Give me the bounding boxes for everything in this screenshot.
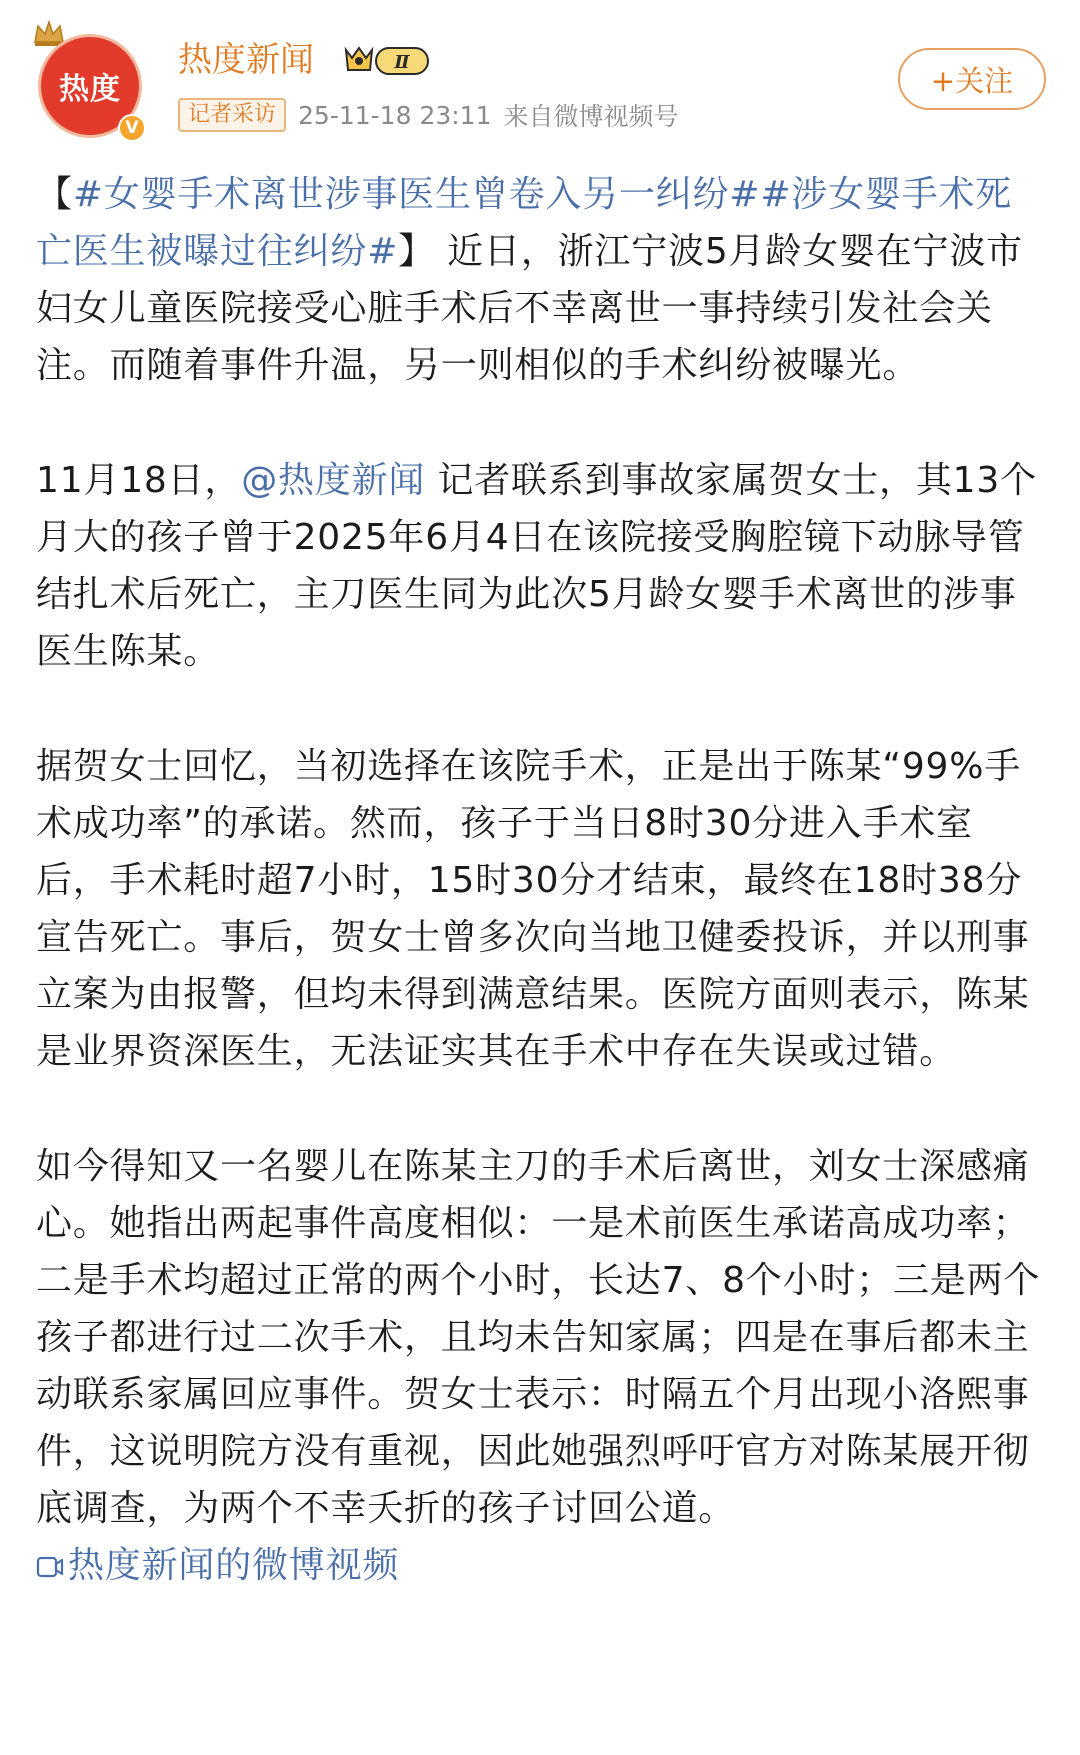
post-body: [36, 166, 1046, 1652]
paragraph-2-before: 11月18日，: [36, 460, 242, 501]
video-link[interactable]: [36, 1545, 399, 1586]
hashtag-link-1[interactable]: #女婴手术离世涉事医生曾卷入另一纠纷#: [72, 174, 761, 215]
account-name[interactable]: 热度新闻: [178, 40, 314, 80]
paragraph-2-after: 记者联系到事故家属贺女士，其13个月大的孩子曾于2025年6月4日在该院接受胸腔镜下动脉导管结扎术后死亡，主刀医生同为此次5月龄女婴手术离世的涉事医生陈某。: [36, 460, 1037, 672]
avatar[interactable]: [30, 18, 158, 146]
topic-bracket-close: 】: [398, 231, 435, 272]
level-badge-text: Ⅱ: [394, 52, 410, 73]
reporter-tag: 记者采访: [178, 98, 286, 132]
post-header: [0, 0, 1080, 160]
paragraph-1-text: 近日，浙江宁波5月龄女婴在宁波市妇女儿童医院接受心脏手术后不幸离世一事持续引发社会关注。而随着事件升温，另一则相似的手术纠纷被曝光。: [36, 231, 1023, 386]
hashtag-link-2[interactable]: #涉女婴手术死亡医生被曝过往纠纷#: [36, 174, 1013, 272]
mention-link[interactable]: @热度新闻: [241, 460, 426, 501]
post-source[interactable]: 来自微博视频号: [503, 102, 679, 131]
video-play-icon: [36, 1555, 64, 1579]
paragraph-1: [36, 166, 1046, 394]
follow-button[interactable]: +关注: [898, 48, 1046, 110]
verified-v-icon: V: [118, 114, 146, 142]
post-meta: [178, 98, 679, 132]
level-badge-icon[interactable]: [342, 44, 432, 78]
paragraph-3: 据贺女士回忆，当初选择在该院手术，正是出于陈某“99%手术成功率”的承诺。然而，孩子于当日8时30分进入手术室后，手术耗时超7小时，15时30分才结束，最终在18时38分宣告死亡。事后，贺女士曾多次向当地卫健委投诉，并以刑事立案为由报警，但均未得到满意结果。医院方面则表示，陈某是业界资深医生，无法证实其在手术中存在失误或过错。: [36, 746, 1030, 1072]
avatar-text: 热度: [59, 72, 121, 107]
paragraph-4-text: 如今得知又一名婴儿在陈某主刀的手术后离世，刘女士深感痛心。她指出两起事件高度相似：一是术前医生承诺高成功率；二是手术均超过正常的两个小时，长达7、8个小时；三是两个孩子都进行过二次手术，且均未告知家属；四是在事后都未主动联系家属回应事件。贺女士表示：时隔五个月出现小洛熙事件，这说明院方没有重视，因此她强烈呼吁官方对陈某展开彻底调查，为两个不幸夭折的孩子讨回公道。: [36, 1146, 1041, 1529]
topic-bracket-open: 【: [36, 174, 73, 215]
paragraph-4: [36, 1138, 1046, 1594]
post-time: 25-11-18 23:11: [298, 100, 492, 130]
paragraph-2: [36, 452, 1046, 680]
video-link-text: 热度新闻的微博视频: [68, 1545, 400, 1586]
